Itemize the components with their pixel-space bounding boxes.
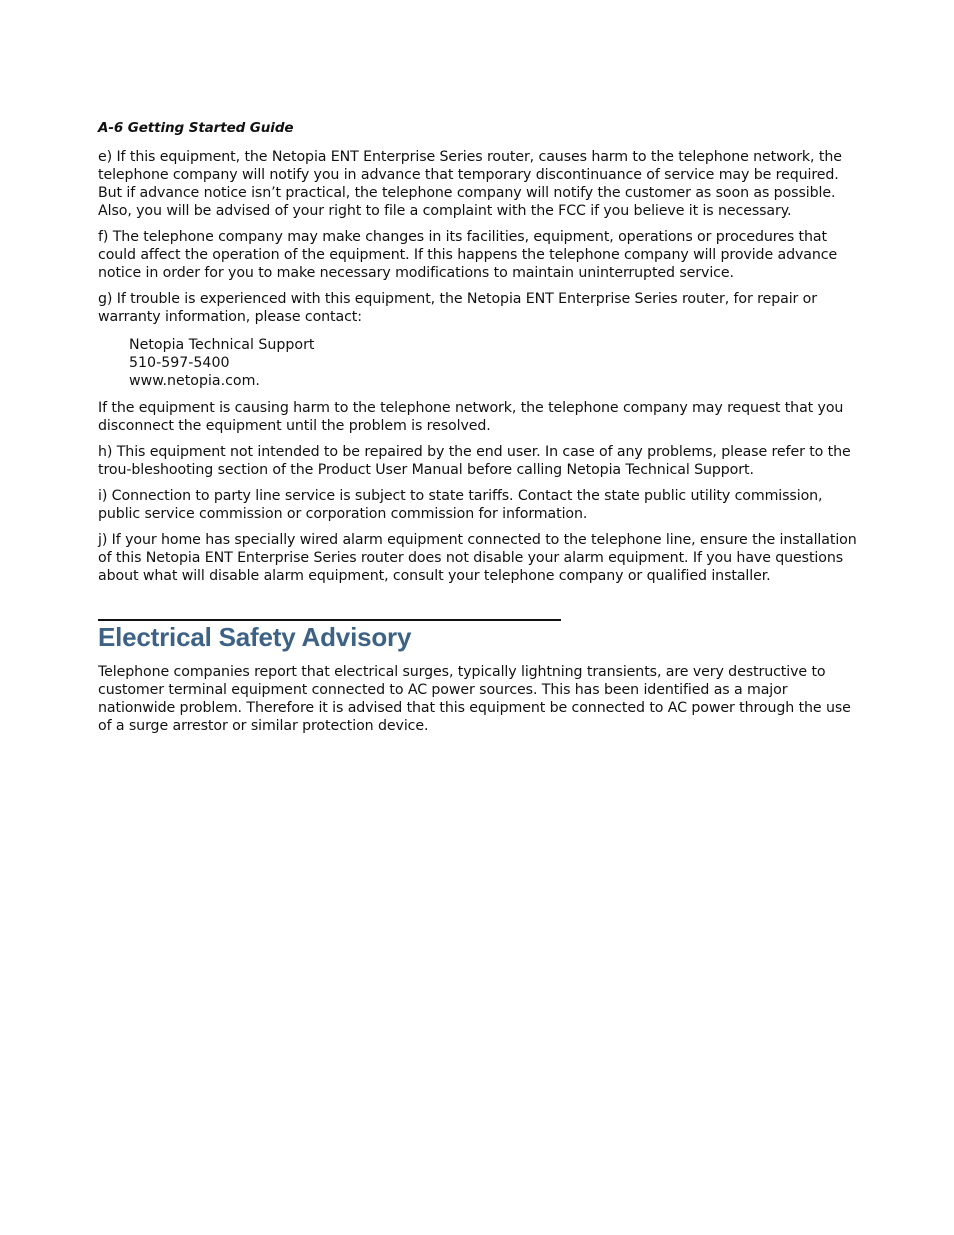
paragraph-g: g) If trouble is experienced with this equipment, the Netopia ENT Enterprise Series router, for repair or warranty information, please contact: (98, 291, 817, 325)
paragraph-e: e) If this equipment, the Netopia ENT Enterprise Series router, causes harm to the telephone network, the telephone company will notify you in advance that temporary discontinuance of service may be required. But if advance notice isn’t practical, the telephone company will notify the customer as soon as possible. Also, you will be advised of your right to file a complaint with the FCC if you believe it is necessary. (98, 149, 842, 219)
running-head: A-6 Getting Started Guide (98, 120, 294, 136)
section-body: Telephone companies report that electrical surges, typically lightning transients, are very destructive to customer terminal equipment connected to AC power sources. This has been identified as a major nationwide problem. Therefore it is advised that this equipment be connected to AC power through the use of a surge arrestor or similar protection device. (98, 664, 851, 734)
document-page (98, 119, 858, 743)
contact-web: www.netopia.com. (129, 373, 260, 389)
paragraph-j: j) If your home has specially wired alarm equipment connected to the telephone line, ensure the installation of this Netopia ENT Enterprise Series router does not disable your alarm equipment. If you have questions about what will disable alarm equipment, consult your telephone company or qualified installer. (98, 532, 857, 584)
paragraph-harm: If the equipment is causing harm to the telephone network, the telephone company may request that you disconnect the equipment until the problem is resolved. (98, 400, 844, 434)
contact-name: Netopia Technical Support (129, 337, 315, 353)
paragraph-i: i) Connection to party line service is subject to state tariffs. Contact the state public utility commission, public service commission or corporation commission for information. (98, 488, 823, 522)
paragraph-h: h) This equipment not intended to be repaired by the end user. In case of any problems, please refer to the trou-bleshooting section of the Product User Manual before calling Netopia Technical Support. (98, 444, 851, 478)
paragraph-f: f) The telephone company may make changes in its facilities, equipment, operations or procedures that could affect the operation of the equipment. If this happens the telephone company will provide advance notice in order for you to make necessary modifications to maintain uninterrupted service. (98, 229, 838, 281)
section-heading: Electrical Safety Advisory (98, 622, 412, 652)
contact-block (129, 336, 858, 390)
contact-phone: 510-597-5400 (129, 355, 230, 371)
